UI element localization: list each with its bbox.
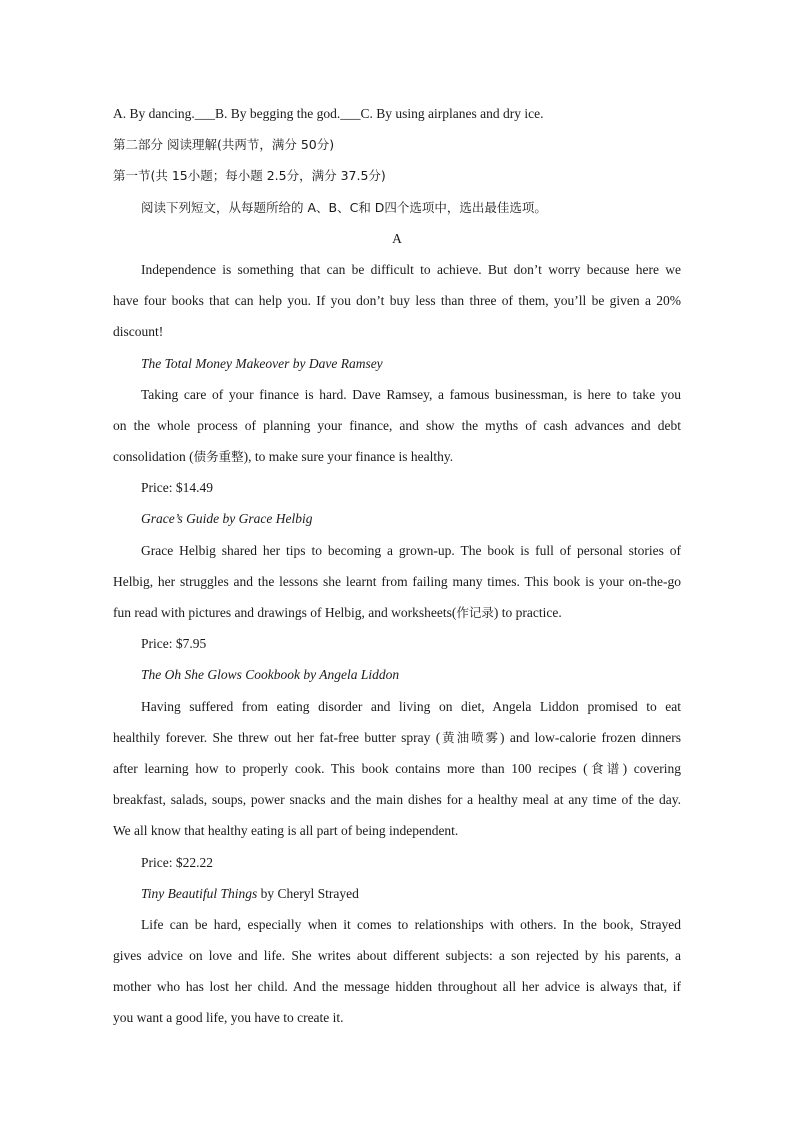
book1-line-2: on the whole process of planning your finance, and show the myths of cash advances and debt [113,417,681,433]
book3-line-2b: ) and low-calorie frozen dinners [500,729,681,745]
intro-paragraph [113,254,681,348]
book1-line-3b: ), to make sure your finance is healthy. [243,449,454,465]
book3-line-3a: after learning how to properly cook. This book contains more than 100 recipes ( [113,760,588,776]
book2-line-3 [113,597,681,628]
section-heading: 第一节(共 15小题；每小题 2.5分，满分 37.5分) [113,168,386,184]
book-title-3: The Oh She Glows Cookbook by Angela Liddon [141,667,400,683]
book2-line-2: Helbig, her struggles and the lessons she learnt from failing many times. This book is your on-the-go [113,573,681,589]
book-title-1: The Total Money Makeover by Dave Ramsey [141,355,383,371]
book3-line-3b: ) covering [622,760,681,776]
book-title-2: Grace’s Guide by Grace Helbig [141,511,313,527]
book1-line-3 [113,441,681,472]
book1-line-3a: consolidation ( [113,449,194,465]
book-price-1: Price: $14.49 [141,480,213,496]
book4-line-2: gives advice on love and life. She writes about different subjects: a son rejected by his parents, a [113,948,681,964]
intro-line-3: discount! [113,324,164,340]
intro-line-2: have four books that can help you. If you don’t buy less than three of them, you’ll be given a 20% [113,293,681,309]
book-price-3: Price: $22.22 [141,854,213,870]
book4-line-1: Life can be hard, especially when it comes to relationships with others. In the book, Strayed [141,916,681,932]
book3-gloss-1: 黄油喷雾 [440,729,500,745]
book2-line-1: Grace Helbig shared her tips to becoming a grown-up. The book is full of personal stories of [141,542,681,558]
book-entry-2 [113,503,681,659]
book2-line-3b: ) to practice. [493,605,562,620]
intro-line-1: Independence is something that can be difficult to achieve. But don’t worry because here we [141,261,681,277]
passage-label: A [392,230,402,246]
book4-line-4: you want a good life, you have to create it. [113,1010,344,1026]
book3-line-2a: healthily forever. She threw out her fat-free butter spray ( [113,729,441,745]
book-entry-3 [113,659,681,877]
book3-line-4: breakfast, salads, soups, power snacks and the main dishes for a healthy meal at any time of the day. [113,792,681,808]
book-entry-1 [113,348,681,504]
book-title-4 [113,878,681,909]
book-price-2: Price: $7.95 [141,636,207,652]
book4-author: by Cheryl Strayed [257,885,359,901]
book3-line-2 [113,722,681,753]
book-entry-4 [113,878,681,1034]
book3-gloss-2: 食谱 [587,760,623,776]
book3-line-1: Having suffered from eating disorder and living on diet, Angela Liddon promised to eat [141,698,681,714]
book2-gloss: 作记录 [456,605,494,620]
book3-line-5: We all know that healthy eating is all part of being independent. [113,823,459,839]
book4-line-3: mother who has lost her child. And the message hidden throughout all her advice is always that, if [113,979,681,995]
book1-gloss: 债务重整 [193,449,244,465]
book4-title-italic: Tiny Beautiful Things [141,885,258,901]
page-content [113,98,681,1034]
part-heading: 第二部分 阅读理解(共两节，满分 50分) [113,137,335,153]
instruction: 阅读下列短文，从每题所给的 A、B、C和 D四个选项中，选出最佳选项。 [141,199,547,215]
book3-line-3 [113,753,681,784]
answer-options: A. By dancing.___B. By begging the god.___C. By using airplanes and dry ice. [113,106,544,121]
book1-line-1: Taking care of your finance is hard. Dave Ramsey, a famous businessman, is here to take you [141,386,681,402]
book2-line-3a: fun read with pictures and drawings of Helbig, and worksheets( [113,605,457,620]
